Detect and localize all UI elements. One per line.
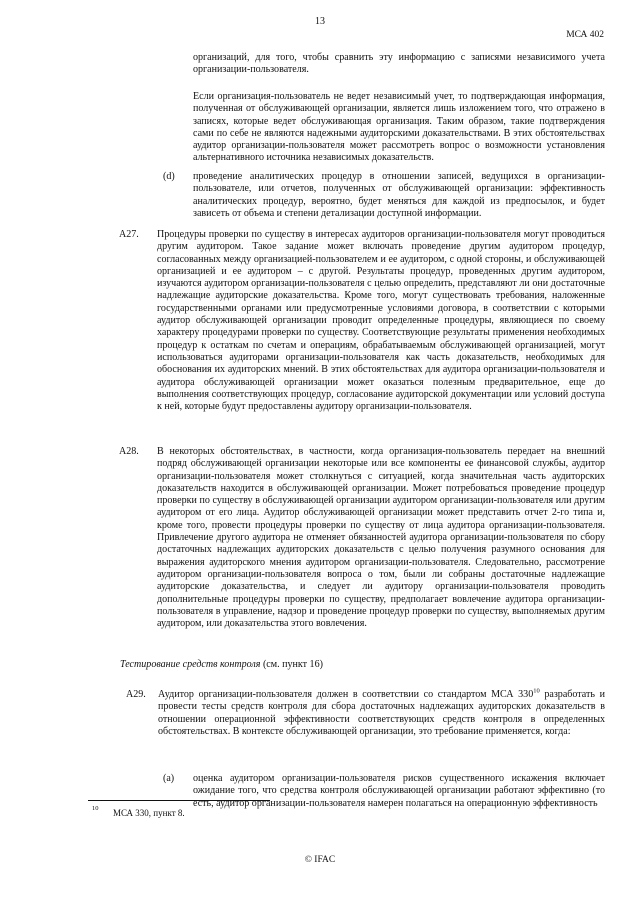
item-a-text: оценка аудитором организации-пользователя рисков существенного искажения включает ожидание того, что средства контроля обслуживающей организации работают эффективно (то есть, аудитор организации-пользователя намерен полагаться на операционную эффективность: [193, 773, 605, 809]
a29-text-end: разработать и провести тесты средств контроля для сбора достаточных надлежащих аудиторских доказательств в отношении операционной эффективности соответствующих средств контроля в определенных обстоятельствах. В контексте обслуживающей организации, это требование применяется, когда:: [158, 689, 605, 737]
section-heading: [120, 659, 323, 670]
a29-text-start: Аудитор организации-пользователя должен в соответствии со стандартом МСА 330: [158, 689, 534, 700]
paragraph-a27-label: A27.: [119, 229, 139, 240]
section-heading-reference: (см. пункт 16): [262, 659, 323, 670]
item-a-label: (a): [163, 773, 175, 784]
paragraph-a27-text: Процедуры проверки по существу в интересах аудиторов организации-пользователя могут проводиться другим аудитором. Такое задание может включать проведение другим аудитором процедур, согласованных между организацией-пользователем и ее аудитором, с одной стороны, и обслуживающей организацией и ее аудитором – с другой. Результаты процедур, проведенных другим аудитором, изучаются аудитором организации-пользователя с целью определить, представляют ли они достаточные надлежащие аудиторские доказательства. Кроме того, могут существовать требования, наложенные государственными органами или предусмотренные условиями договора, в соответствии с которыми аудитор обслуживающей организации проводит определенные процедуры, являющиеся по своему характеру процедурами проверки по существу. Соответствующие результаты применения необходимых процедур к остаткам по счетам и операциям, обрабатываемым обслуживающей организацией, могут использоваться аудиторами организации-пользователя как часть доказательств, необходимых для обоснования их аудиторских мнений. В этих обстоятельствах для аудитора организации-пользователя и аудитора обслуживающей организации может оказаться полезным предварительное, еще до выполнения соответствующих процедур, согласование аудиторской документации или условий доступа к ней, которые будут предоставлены аудитору организации-пользователя.: [157, 229, 605, 413]
paragraph-a29-label: A29.: [126, 689, 146, 700]
paragraph-continuation: организаций, для того, чтобы сравнить эту информацию с записями независимого учета организации-пользователя.: [193, 52, 605, 76]
item-d-label: (d): [163, 171, 175, 182]
paragraph-a28-label: A28.: [119, 446, 139, 457]
section-heading-title: Тестирование средств контроля: [120, 659, 261, 670]
paragraph-subnote: Если организация-пользователь не ведет независимый учет, то подтверждающая информация, полученная от обслуживающей организации, является лишь изложением того, что отражено в записях, которые ведет обслуживающая организация. Таким образом, такие подтверждения сами по себе не являются надежными аудиторскими доказательствами. В этих обстоятельствах аудитор организации-пользователя может рассмотреть вопрос о возможности установления альтернативного источника независимых доказательств.: [193, 91, 605, 164]
paragraph-a29-text: [158, 689, 605, 738]
footnote-reference: 10: [533, 687, 540, 695]
footnote-text: МСА 330, пункт 8.: [113, 808, 185, 818]
page-number: 13: [315, 16, 325, 27]
paragraph-a28-text: В некоторых обстоятельствах, в частности, когда организация-пользователь передает на внешний подряд обслуживающей организации некоторые или все компоненты ее финансовой службы, аудитор организации-пользователя может столкнуться с ситуацией, когда значительная часть аудиторских доказательств находится в обслуживающей организации. Может потребоваться проведение процедур проверки по существу в обслуживающей организации аудитором организации-пользователя или другим аудитором от его лица. Аудитор обслуживающей организации может представить отчет 2-го типа и, кроме того, провести процедуры проверки по существу от лица аудитора организации-пользователя. Привлечение другого аудитора не отменяет обязанностей аудитора организации-пользователя по сбору достаточных надлежащих аудиторских доказательств с целью получения разумного основания для выражения аудиторского мнения аудитором организации-пользователя. Следовательно, рассмотрение аудитором организации-пользователя вопроса о том, были ли собраны достаточные надлежащие аудиторские доказательства, и следует ли аудитору организации-пользователя проводить дополнительные процедуры проверки по существу, предполагает вовлечение аудитора организации-пользователя в управление, надзор и проведение процедур проверки по существу, выполняемых другим аудитором, или доказательства этого вовлечения.: [157, 446, 605, 630]
footnote-divider: [88, 800, 270, 801]
item-d-text: проведение аналитических процедур в отношении записей, ведущихся в организации-пользователе, или отчетов, полученных от обслуживающей организации: эффективность аналитических процедур, вероятно, будет меняться для каждой из предпосылок, и будет зависеть от объема и степени детализации доступной информации.: [193, 171, 605, 219]
document-id: МСА 402: [566, 30, 604, 40]
footer-copyright: © IFAC: [304, 855, 336, 865]
footnote-number: 10: [92, 805, 99, 812]
